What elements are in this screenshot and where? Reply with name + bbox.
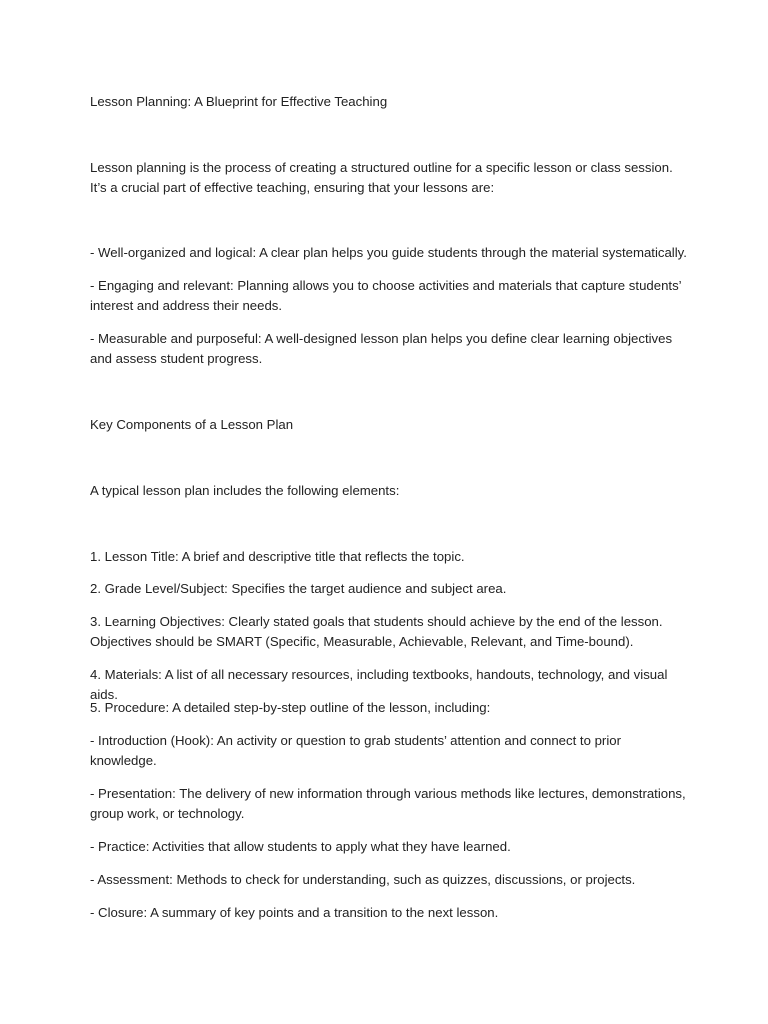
procedure-step: - Closure: A summary of key points and a transition to the next lesson. [90,905,499,920]
procedure-step: - Presentation: The delivery of new information through various methods like lectures, demonstrations, group work, or technology. [90,786,686,821]
benefit-item: - Engaging and relevant: Planning allows you to choose activities and materials that capture students’ interest and address their needs. [90,278,682,313]
document-title: Lesson Planning: A Blueprint for Effective Teaching [90,94,388,109]
benefit-item: - Well-organized and logical: A clear plan helps you guide students through the material systematically. [90,245,687,260]
component-item: 3. Learning Objectives: Clearly stated goals that students should achieve by the end of the lesson. Objectives should be SMART (Specific, Measurable, Achievable, Relevant, and Time-bound). [90,614,663,649]
intro-paragraph: Lesson planning is the process of creating a structured outline for a specific lesson or class session. It’s a crucial part of effective teaching, ensuring that your lessons are: [90,160,673,195]
component-item: 4. Materials: A list of all necessary resources, including textbooks, handouts, technology, and visual aids. [90,667,668,702]
benefit-item: - Measurable and purposeful: A well-designed lesson plan helps you define clear learning objectives and assess student progress. [90,331,673,366]
component-item: 5. Procedure: A detailed step-by-step outline of the lesson, including: [90,700,491,715]
component-item: 1. Lesson Title: A brief and descriptive title that reflects the topic. [90,549,465,564]
section-intro: A typical lesson plan includes the following elements: [90,483,400,498]
section-heading: Key Components of a Lesson Plan [90,417,294,432]
procedure-step: - Introduction (Hook): An activity or question to grab students’ attention and connect to prior knowledge. [90,733,621,768]
procedure-step: - Assessment: Methods to check for understanding, such as quizzes, discussions, or projects. [90,872,636,887]
procedure-step: - Practice: Activities that allow students to apply what they have learned. [90,839,511,854]
component-item: 2. Grade Level/Subject: Specifies the target audience and subject area. [90,581,507,596]
